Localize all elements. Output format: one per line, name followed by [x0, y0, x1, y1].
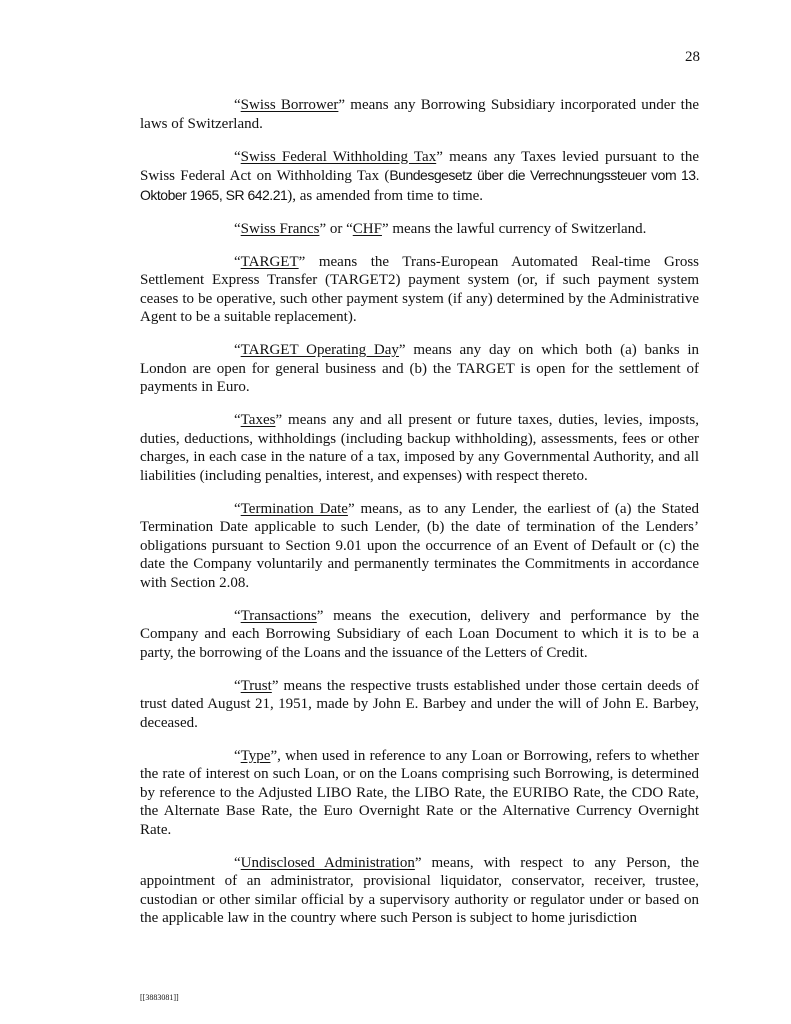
defined-term-alt: CHF: [352, 220, 382, 237]
definition-text: , when used in reference to any Loan or Borrowing, refers to whether the rate of interest on such Loan, or on the Loans comprising such Borrowing, is determined by reference to the Adjusted LIBO Rate, the LIBO Rate, the EURIBO Rate, the CDO Rate, the Alternate Base Rate, the Euro Overnight Rate or the Alternative Currency Overnight Rate.: [140, 747, 699, 838]
definition-swiss-borrower: “Swiss Borrower” means any Borrowing Subsidiary incorporated under the laws of Switzerland.: [140, 97, 699, 132]
definition-text-end: ), as amended from time to time.: [287, 187, 484, 204]
defined-term: Transactions: [240, 607, 317, 624]
term-separator: ” or “: [319, 220, 353, 237]
definition-text: means, with respect to any Person, the appointment of an administrator, provisional liquidator, conservator, receiver, trustee, custodian or other similar official by a supervisory authority or regulator under or based on the applicable law in the country where such Person is subject to home jurisdiction: [140, 854, 699, 926]
definition-target: “TARGET” means the Trans-European Automated Real-time Gross Settlement Express Transfer (TARGET2) payment system (or, if such payment system ceases to be operative, such other payment system (if any) determined by the Administrative Agent to be a suitable replacement).: [140, 253, 699, 325]
definition-trust: “Trust” means the respective trusts established under those certain deeds of trust dated August 21, 1951, made by John E. Barbey and under the will of John E. Barbey, deceased.: [140, 677, 699, 731]
defined-term: TARGET Operating Day: [240, 342, 399, 358]
definition-swiss-francs: “Swiss Francs” or “CHF” means the lawful currency of Switzerland.: [234, 220, 647, 237]
defined-term: Swiss Federal Withholding Tax: [240, 148, 437, 165]
defined-term: Swiss Borrower: [240, 97, 339, 113]
definition-text: means the Trans-European Automated Real-time Gross Settlement Express Transfer (TARGET2) payment system (or, if such payment system ceases to be operative, such other payment system (if any) determined by the Administrative Agent to be a suitable replacement).: [140, 253, 699, 325]
defined-term: Termination Date: [240, 500, 348, 517]
definition-target-operating-day: “TARGET Operating Day” means any day on which both (a) banks in London are open for general business and (b) the TARGET is open for the settlement of payments in Euro.: [140, 342, 699, 395]
definition-transactions: “Transactions” means the execution, delivery and performance by the Company and each Borrowing Subsidiary of each Loan Document to which it is to be a party, the borrowing of the Loans and the issuance of the Letters of Credit.: [140, 607, 699, 661]
definitions-body: [140, 96, 699, 942]
definition-termination-date: “Termination Date” means, as to any Lender, the earliest of (a) the Stated Termination Date applicable to such Lender, (b) the date of termination of the Lenders’ obligations pursuant to Section 9.01 upon the occurrence of an Event of Default or (c) the date the Company voluntarily and permanently terminates the Commitments in accordance with Section 2.08.: [140, 500, 699, 591]
defined-term: Type: [240, 747, 271, 764]
page-number: 28: [685, 49, 700, 65]
definition-type: “Type”, when used in reference to any Loan or Borrowing, refers to whether the rate of interest on such Loan, or on the Loans comprising such Borrowing, is determined by reference to the Adjusted LIBO Rate, the LIBO Rate, the EURIBO Rate, the CDO Rate, the Alternate Base Rate, the Euro Overnight Rate or the Alternative Currency Overnight Rate.: [140, 747, 699, 838]
definition-text: means, as to any Lender, the earliest of (a) the Stated Termination Date applicable to such Lender, (b) the date of termination of the Lenders’ obligations pursuant to Section 9.01 upon the occurrence of an Event of Default or (c) the date the Company voluntarily and permanently terminates the Commitments in accordance with Section 2.08.: [140, 500, 699, 591]
definition-swiss-withholding-tax: “Swiss Federal Withholding Tax” means any Taxes levied pursuant to the Swiss Federal Act on Withholding Tax (Bundesgesetz über die Verrechnungssteuer vom 13. Oktober 1965, SR 642.21), as amended from time to time.: [140, 148, 699, 204]
definition-undisclosed-administration: “Undisclosed Administration” means, with respect to any Person, the appointment of an administrator, provisional liquidator, conservator, receiver, trustee, custodian or other similar official by a supervisory authority or regulator under or based on the applicable law in the country where such Person is subject to home jurisdiction: [140, 854, 699, 926]
definition-text: means the lawful currency of Switzerland.: [388, 220, 647, 237]
defined-term: Taxes: [240, 412, 276, 428]
definition-text: means any day on which both (a) banks in London are open for general business and (b) the TARGET is open for the settlement of payments in Euro.: [140, 342, 699, 395]
defined-term: Trust: [240, 677, 272, 694]
definition-text: means the execution, delivery and performance by the Company and each Borrowing Subsidiary of each Loan Document to which it is to be a party, the borrowing of the Loans and the issuance of the Letters of Credit.: [140, 607, 699, 661]
definition-text: means the respective trusts established under those certain deeds of trust dated August 21, 1951, made by John E. Barbey and under the will of John E. Barbey, deceased.: [140, 677, 699, 731]
definition-text: means any Borrowing Subsidiary incorporated under the laws of Switzerland.: [140, 97, 699, 132]
definition-text: means any Taxes levied pursuant to the Swiss Federal Act on Withholding Tax (: [140, 148, 699, 184]
definition-taxes: “Taxes” means any and all present or future taxes, duties, levies, imposts, duties, deductions, withholdings (including backup withholding), assessments, fees or other charges, in each case in the nature of a tax, imposed by any Governmental Authority, and all liabilities (including penalties, interest, and expenses) with respect thereto.: [140, 412, 699, 484]
defined-term: Undisclosed Administration: [240, 854, 415, 871]
foreign-act-name: Bundesgesetz über die Verrechnungssteuer vom 13. Oktober 1965, SR 642.21: [140, 167, 699, 203]
defined-term: TARGET: [240, 253, 299, 270]
footer-document-id: [[3883081]]: [140, 993, 179, 1002]
definition-text: means any and all present or future taxes, duties, levies, imposts, duties, deductions, withholdings (including backup withholding), assessments, fees or other charges, in each case in the nature of a tax, imposed by any Governmental Authority, and all liabilities (including penalties, interest, and expenses) with respect thereto.: [140, 412, 699, 484]
defined-term: Swiss Francs: [240, 220, 320, 237]
